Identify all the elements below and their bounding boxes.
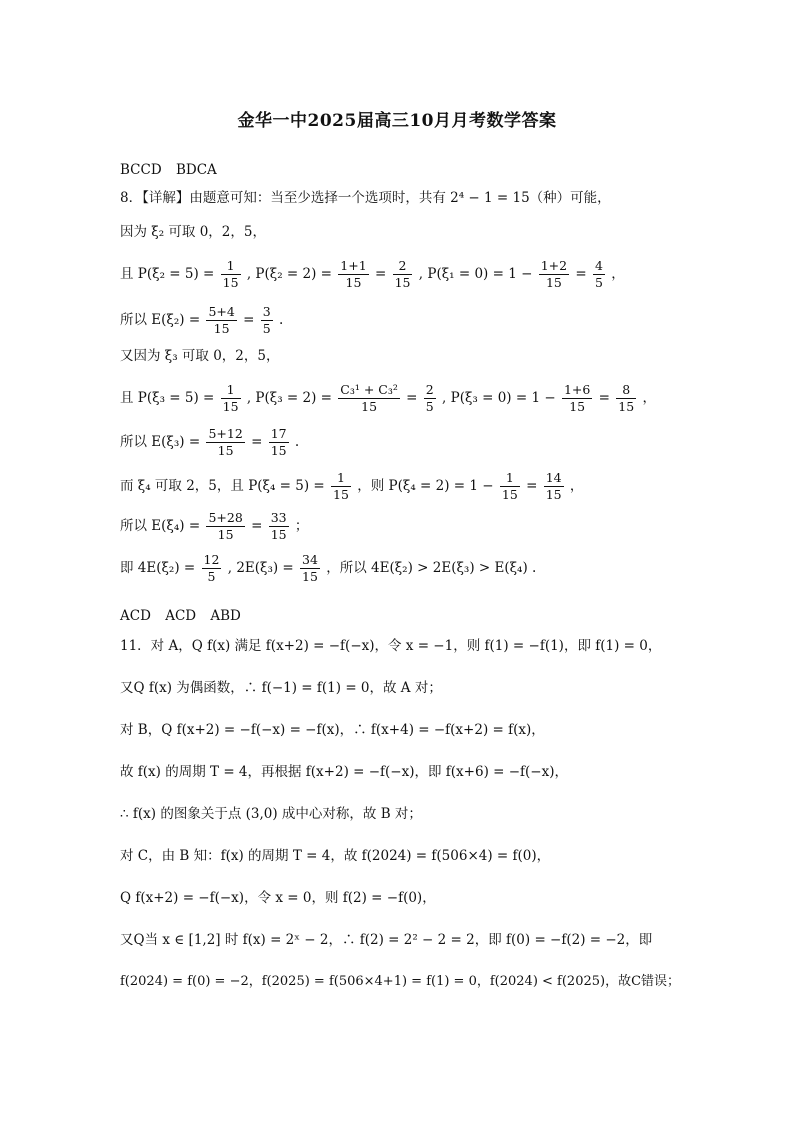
numerator: 1+2 (540, 258, 568, 273)
fraction (544, 470, 564, 503)
text-segment: 即 4E(ξ₂) = (120, 560, 196, 576)
text-segment: = (251, 434, 263, 450)
denominator: 15 (333, 487, 349, 502)
fraction (500, 470, 520, 503)
fraction (202, 552, 222, 585)
fraction (269, 510, 289, 543)
numerator: C₃¹ + C₃² (340, 382, 398, 397)
denominator: 15 (217, 443, 234, 458)
numerator: 1+1 (340, 258, 367, 273)
numerator: 5+12 (208, 426, 243, 441)
fraction (338, 382, 400, 415)
fraction (424, 382, 436, 415)
fraction (261, 304, 273, 337)
expectation-xi2 (120, 304, 283, 337)
numerator: 1 (221, 258, 241, 275)
numerator: 1 (500, 470, 520, 487)
denominator: 15 (618, 399, 635, 414)
denominator: 15 (270, 443, 287, 458)
text-line: ∴ f(x) 的图象关于点 (3,0) 成中心对称，故 B 对； (120, 806, 422, 822)
numerator: 5+4 (208, 304, 235, 319)
numerator: 1 (331, 470, 351, 487)
denominator: 15 (545, 487, 562, 502)
numerator: 17 (270, 426, 287, 441)
fraction (300, 552, 320, 585)
text-line: 又Q f(x) 为偶函数，∴ f(−1) = f(1) = 0，故 A 对； (120, 680, 442, 696)
numerator: 5+28 (208, 510, 243, 525)
fraction (593, 258, 605, 291)
page-title: 金华一中2025届高三10月月考数学答案 (237, 111, 557, 131)
denominator: 5 (262, 321, 271, 336)
numerator: 2 (393, 258, 413, 275)
numerator: 1+6 (563, 382, 591, 397)
text-segment: 且 P(ξ₂ = 5) = (120, 266, 215, 282)
denominator: 15 (361, 399, 378, 414)
fraction (206, 426, 244, 459)
text-segment: = (406, 390, 418, 406)
text-segment: ，则 P(ξ₄ = 2) = 1 − (357, 478, 494, 494)
numerator: 12 (203, 552, 220, 567)
fraction (338, 258, 368, 291)
denominator: 15 (222, 399, 239, 414)
text-segment: = (243, 312, 255, 328)
prob-line-xi2 (120, 258, 625, 291)
text-line: 故 f(x) 的周期 T = 4，再根据 f(x+2) = −f(−x)，即 f(x+6) = −f(−x)， (120, 764, 568, 780)
denominator: 15 (302, 569, 318, 584)
solution-8-intro: 8．【详解】由题意可知：当至少选择一个选项时，共有 2⁴ − 1 = 15（种）可能， (120, 190, 611, 206)
denominator: 15 (270, 527, 287, 542)
numerator: 8 (616, 382, 636, 399)
prob-line-xi3 (120, 382, 656, 415)
fraction (616, 382, 636, 415)
text-segment: 且 P(ξ₃ = 5) = (120, 390, 215, 406)
denominator: 5 (207, 569, 216, 584)
denominator: 15 (345, 275, 362, 290)
fraction (221, 382, 241, 415)
text-segment: , P(ξ₃ = 2) = (246, 390, 332, 406)
text-segment: , 2E(ξ₃) = (227, 560, 294, 576)
text-segment: ； (294, 518, 309, 534)
numerator: 33 (270, 510, 287, 525)
fraction (539, 258, 569, 291)
denominator: 15 (501, 487, 518, 502)
numerator: 4 (595, 258, 603, 273)
numerator: 14 (545, 470, 562, 485)
comparison-line (120, 552, 536, 585)
denominator: 15 (222, 275, 239, 290)
text-segment: = (598, 390, 610, 406)
solution-11-c: 对 C，由 B 知：f(x) 的周期 T = 4，故 f(2024) = f(506×4) = f(0)， (120, 848, 551, 864)
answer-line-9-11: ACD ACD ABD (120, 608, 241, 624)
text-segment: . (278, 312, 284, 328)
fraction (221, 258, 241, 291)
text-segment: . (294, 434, 300, 450)
expectation-xi4 (120, 510, 308, 543)
text-segment: = (526, 478, 538, 494)
numerator: 2 (425, 382, 434, 397)
denominator: 5 (425, 399, 434, 414)
text-segment: ， (611, 266, 625, 282)
numerator: 1 (221, 382, 241, 399)
text-segment: , P(ξ₂ = 2) = (246, 266, 332, 282)
text-line: Q f(x+2) = −f(−x)，令 x = 0，则 f(2) = −f(0)， (120, 890, 436, 906)
fraction (269, 426, 289, 459)
text-segment: = (251, 518, 263, 534)
text-segment: ， (569, 478, 584, 494)
text-line: 又Q当 x ∈ [1,2] 时 f(x) = 2ˣ − 2，∴ f(2) = 2² − 2 = 2，即 f(0) = −f(2) = −2，即 (120, 932, 653, 948)
denominator: 15 (545, 275, 562, 290)
text-segment: ， (642, 390, 656, 406)
text-segment: 而 ξ₄ 可取 2，5，且 P(ξ₄ = 5) = (120, 478, 325, 494)
text-segment: 所以 E(ξ₃) = (120, 434, 201, 450)
fraction (562, 382, 592, 415)
fraction (206, 304, 236, 337)
fraction (331, 470, 351, 503)
denominator: 15 (569, 399, 586, 414)
text-line: f(2024) = f(0) = −2，f(2025) = f(506×4+1) = f(1) = 0，f(2024) < f(2025)，故C错误； (120, 974, 681, 989)
text-segment: , P(ξ₁ = 0) = 1 − (418, 266, 533, 282)
text-segment: = (575, 266, 587, 282)
denominator: 15 (217, 527, 234, 542)
fraction (206, 510, 244, 543)
prob-line-xi4 (120, 470, 583, 503)
text-segment: = (374, 266, 387, 282)
denominator: 15 (394, 275, 411, 290)
fraction (393, 258, 413, 291)
answer-line-1-7: BCCD BDCA (120, 162, 217, 178)
text-segment: ，所以 4E(ξ₂) > 2E(ξ₃) > E(ξ₄) . (326, 560, 537, 576)
text-segment: , P(ξ₃ = 0) = 1 − (442, 390, 556, 406)
solution-11-a: 11．对 A，Q f(x) 满足 f(x+2) = −f(−x)，令 x = −1，则 f(1) = −f(1)，即 f(1) = 0， (120, 638, 662, 654)
denominator: 15 (213, 321, 230, 336)
numerator: 3 (262, 304, 271, 319)
text-segment: 所以 E(ξ₂) = (120, 312, 201, 328)
text-segment: 所以 E(ξ₄) = (120, 518, 201, 534)
text-line: 因为 ξ₂ 可取 0，2，5， (120, 224, 266, 240)
text-line: 又因为 ξ₃ 可取 0，2，5， (120, 348, 280, 364)
expectation-xi3 (120, 426, 299, 459)
solution-11-b: 对 B，Q f(x+2) = −f(−x) = −f(x)，∴ f(x+4) = −f(x+2) = f(x)， (120, 722, 545, 738)
denominator: 5 (595, 275, 603, 290)
numerator: 34 (302, 552, 318, 567)
